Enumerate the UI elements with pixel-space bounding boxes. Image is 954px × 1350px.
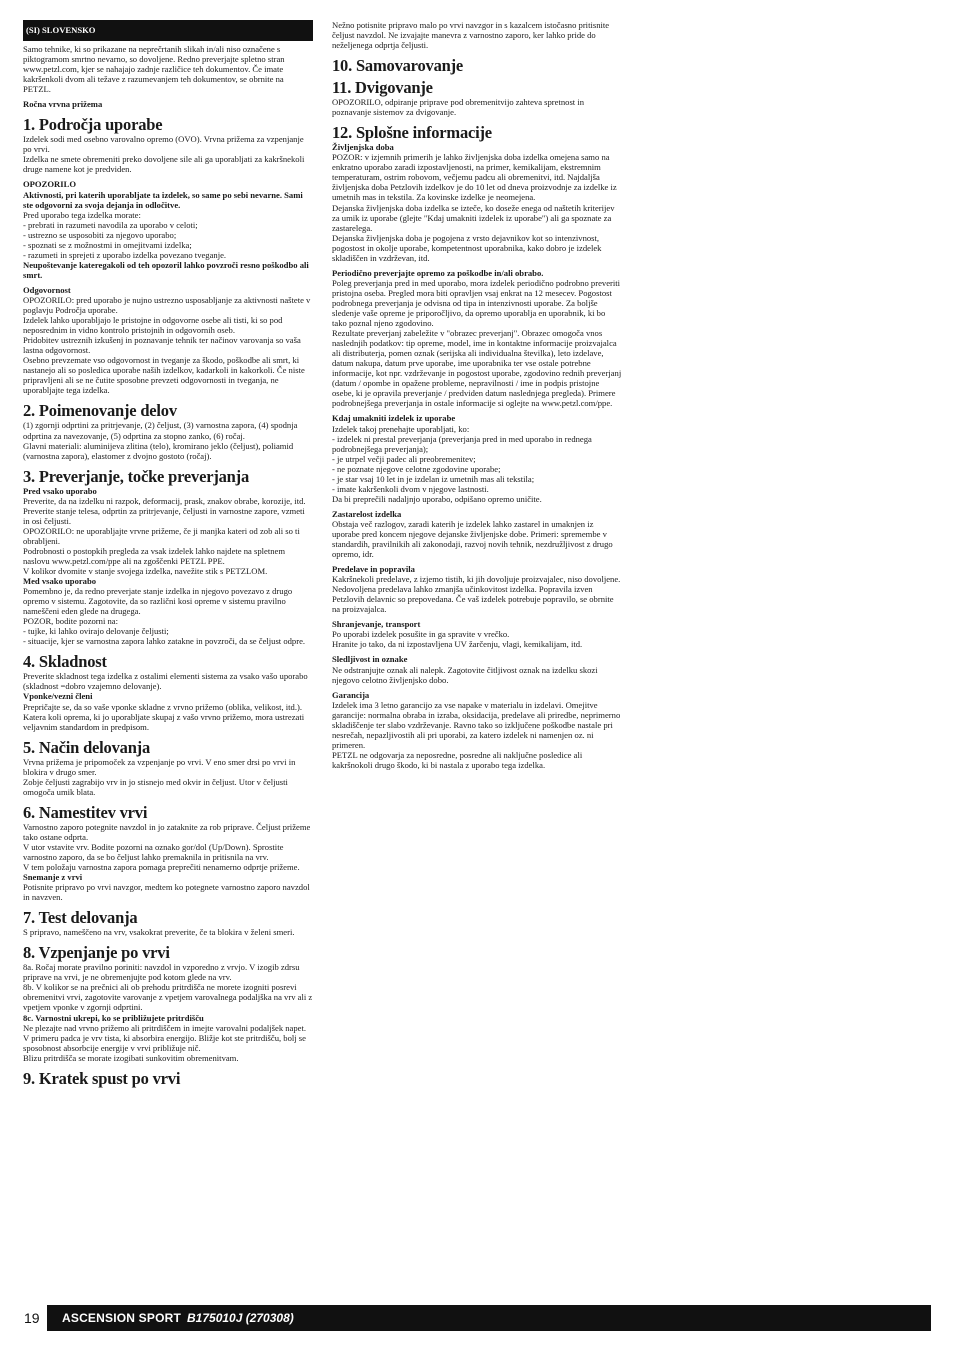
- paragraph: Hranite jo tako, da ni izpostavljena UV žarčenju, vlagi, kemikalijam, itd.: [332, 639, 583, 650]
- subheading: Zastarelost izdelka: [332, 508, 402, 519]
- section-function-test: [23, 909, 313, 937]
- paragraph: Varnostno zaporo potegnite navzdol in jo zataknite za rob priprave. Čeljust prižeme tako ostane odprta.: [23, 821, 311, 842]
- paragraph: Po uporabi izdelek posušite in ga spravite v vrečko.: [332, 629, 510, 640]
- section-hauling: [332, 79, 622, 117]
- list-item: - imate kakršenkoli dvom v njegove lastnosti.: [332, 483, 489, 494]
- section-short-descent: [23, 1070, 313, 1088]
- list-item: - razumeti in sprejeti z uporabo izdelka povezano tveganje.: [23, 249, 227, 260]
- list-item: - spoznati se z možnostmi in omejitvami izdelka;: [23, 239, 192, 250]
- paragraph: V primeru padca je vrv tista, ki absorbira energijo. Bližje kot ste pritrdišču, bolj se sposobnost absorbcije energije v vrvi približuje nič.: [23, 1032, 306, 1053]
- paragraph: POZOR, bodite pozorni na:: [23, 616, 118, 627]
- paragraph: Izdelek lahko uporabljajo le pristojne in odgovorne osebe ali tisti, ki so pod neposrednim in vidno kontrolo pristojnih in odgovornih oseb.: [23, 315, 283, 336]
- paragraph: Obstaja več razlogov, zaradi katerih je izdelek lahko zastarel in umaknjen iz uporabe pred koncem njegove dejanske življenjske dobe. Primeri: spremembe v standardih, pravilnikih ali zakonodaji, razvoj novih tehnik, nezdružljivost z drugo opremo, idr.: [332, 518, 613, 560]
- paragraph: Potisnite pripravo po vrvi navzgor, medtem ko potegnete varnostno zaporo navzdol in navzven.: [23, 882, 310, 903]
- paragraph: Ne odstranjujte oznak ali nalepk. Zagotovite čitljivost oznak na izdelku skozi njegovo celotno življenjsko dobo.: [332, 664, 598, 685]
- paragraph: Izdelka ne smete obremeniti preko dovoljene sile ali ga uporabljati za kakršnekoli druge namene kot je predviden.: [23, 154, 305, 175]
- section-title: 11. Dvigovanje: [332, 78, 433, 98]
- section-title: 4. Skladnost: [23, 652, 107, 672]
- section-title: 9. Kratek spust po vrvi: [23, 1068, 181, 1088]
- paragraph: Pred uporabo tega izdelka morate:: [23, 209, 141, 220]
- section-title: 7. Test delovanja: [23, 908, 138, 928]
- paragraph: Katera koli oprema, ki jo uporabljate skupaj z vašo vrvno prižemo, mora ustrezati veljavnim standardom in predpisom.: [23, 711, 305, 732]
- paragraph: OPOZORILO: pred uporabo je nujno ustrezno usposabljanje za aktivnosti naštete v poglavju Področja uporabe.: [23, 294, 311, 316]
- section-general-info: [332, 124, 622, 770]
- section-applications: [23, 116, 313, 395]
- section-self-belay: [332, 57, 622, 75]
- paragraph: POZOR: v izjemnih primerih je lahko življenjska doba izdelka omejena samo na enkratno uporabo zaradi izpostavljenosti, na primer, kemikalijam, ekstremnim temperaturam, ostrim robovom, večjemu padcu ali obremenitvi, itd. Najdaljša življenjska doba Petzlovih izdelkov je do 10 let od dneva proizvodnje za izdelke iz umetnih mas in tekstila. Za kovinske izdelke je neomejena.: [332, 152, 617, 203]
- product-brand: ASCENSION SPORT: [62, 1311, 182, 1325]
- paragraph: Preverite stanje telesa, odprtin za pritrjevanje, čeljusti in varnostne zapore, vzmeti in osi čeljusti.: [23, 505, 305, 526]
- paragraph: Zobje čeljusti zagrabijo vrv in jo stisnejo med okvir in čeljust. Utor v čeljusti omogoča umik blata.: [23, 776, 288, 797]
- paragraph: Osebno prevzemate vso odgovornost in tveganje za škodo, poškodbe ali smrt, ki nastanejo ali so posledica uporabe naših izdelkov, kadarkoli in kakorkoli. Če niste pripravljeni ali se ne čutite sposobne prevzeti odgovornosti in tveganja, ne uporabljajte tega izdelka.: [23, 355, 305, 396]
- warning-text: Aktivnosti, pri katerih uporabljate ta izdelek, so same po sebi nevarne. Sami ste odgovorni za svoja dejanja in odločitve.: [23, 189, 303, 210]
- section-title: 3. Preverjanje, točke preverjanja: [23, 466, 249, 486]
- intro-text: Samo tehnike, ki so prikazane na neprečrtanih slikah in/ali niso označene s piktogramom smrtno nevarno, so dovoljene. Redno preverjajte spletno stran www.petzl.com, kjer se nahajajo zadnje različice teh dokumentov. Če imate kakršenkoli dvom ali težave z razumevanjem teh dokumentov, se obrnite na PETZL.: [23, 44, 285, 95]
- paragraph: V kolikor dvomite v stanje svojega izdelka, navežite stik s PETZLOM.: [23, 566, 268, 577]
- subheading: Shranjevanje, transport: [332, 619, 421, 630]
- paragraph: Rezultate preverjanj zabeležite v "obrazec preverjanj". Obrazec omogoča vnos naslednjih podatkov: tip opreme, model, ime in kontaktne informacije proizvajalca ali distributerja, pomen oznak (serijska ali individualna številka), leto izdelave, datum nakupa, datum prve uporabe, ime uporabnika ter vse ostale potrebne informacije, kot npr. vzdrževanje in pogostost uporabe, zgodovino rednih preverjanj (datum / opombe in opažene probleme, nepravilnosti / ime in podpis pristojne osebe, ki je opravila preverjanje / predviden datum naslednjega pregleda). Primere podrobnejšega preverjanja in ostale informacije si oglejte na www.petzl.com/ppe.: [332, 328, 622, 409]
- paragraph: Pomembno je, da redno preverjate stanje izdelka in njegovo povezavo z drugo opremo v sistemu. Zagotovite, da so različni kosi opreme v sistemu pravilno nameščeni eden glede na drugega.: [23, 586, 293, 617]
- paragraph: V tem položaju varnostna zapora pomaga preprečiti nenamerno odprtje prižeme.: [23, 862, 300, 873]
- footer-bar: [47, 1305, 931, 1331]
- section-installation: [23, 804, 313, 902]
- subheading: Vponke/vezni členi: [23, 691, 93, 702]
- section-principle: [23, 739, 313, 797]
- section-ascending: [23, 944, 313, 1062]
- paragraph: Preverite skladnost tega izdelka z ostalimi elementi sistema za vsako vašo uporabo (skladnost =dobro vzajemno delovanje).: [23, 671, 308, 692]
- paragraph: PETZL ne odgovarja za neposredne, posredne ali naključne posledice ali kakršnokoli drugo škodo, ki bi nastala z uporabo tega izdelka.: [332, 749, 583, 770]
- right-column: [332, 20, 622, 770]
- paragraph: Izdelek sodi med osebno varovalno opremo (OVO). Vrvna prižema za vzpenjanje po vrvi.: [23, 134, 304, 155]
- paragraph: Izdelek takoj prenehajte uporabljati, ko:: [332, 423, 470, 434]
- page-number: 19: [24, 1310, 40, 1326]
- paragraph: Preverite, da na izdelku ni razpok, deformacij, prask, znakov obrabe, korozije, itd.: [23, 495, 306, 506]
- section-inspection: [23, 468, 313, 647]
- paragraph: Izdelek ima 3 letno garancijo za vse napake v materialu in izdelavi. Omejitve garancije: normalna obraba in izraba, oksidacija, predelave ali priredbe, neprimerno skladiščenje ter slabo vzdrževanje. Ravno tako so izključene poškodbe nastale pri nesrečah, nepazljivostih ali pri uporabi, za katero izdelek ni namenjen oz. ni primeren.: [332, 699, 621, 750]
- paragraph: Nežno potisnite pripravo malo po vrvi navzgor in s kazalcem istočasno pritisnite čeljust navzdol. Ne izvajajte manevra z varnostno zaporo, ker lahko pride do neželjenega odprtja čeljusti.: [332, 20, 610, 51]
- paragraph: OPOZORILO, odpiranje priprave pod obremenitvijo zahteva spretnost in poznavanje sistemov za dvigovanje.: [332, 97, 585, 118]
- paragraph: Kakršnekoli predelave, z izjemo tistih, ki jih dovoljuje proizvajalec, niso dovoljene. Nedovoljena predelava lahko zmanjša učinkovitost izdelka. Popravila izven Petzlovih delavnic so prepovedana. Če vaš izdelek potrebuje popravilo, se obrnite na proizvajalca.: [332, 574, 621, 615]
- paragraph: Dejanska življenjska doba je pogojena z vrsto dejavnikov kot so intenzivnost, pogostost in okolje uporabe, kompetentnost uporabnika, kako dobro je izdelek skladiščen in vzdrževan, itd.: [332, 232, 602, 263]
- subheading: Pred vsako uporabo: [23, 485, 97, 496]
- paragraph: (1) zgornji odprtini za pritrjevanje, (2) čeljust, (3) varnostna zapora, (4) spodnja odprtina za navezovanje, (5) odprtina za stopno zanko, (6) ročaj.: [23, 420, 298, 441]
- section-title: 10. Samovarovanje: [332, 56, 464, 76]
- section-title: 1. Področja uporabe: [23, 115, 163, 135]
- paragraph: Podrobnosti o postopkih pregleda za vsak izdelek lahko najdete na spletnem naslovu www.petzl.com/ppe ali na zgoščenki PETZL PPE.: [23, 545, 286, 566]
- subheading: Med vsako uporabo: [23, 576, 97, 587]
- paragraph: Ne plezajte nad vrvno prižemo ali pritrdiščem in imejte varovalni podaljšek napet.: [23, 1022, 307, 1033]
- subheading: Garancija: [332, 689, 370, 700]
- list-item: - je utrpel večji padec ali preobremenitev;: [332, 453, 476, 464]
- warning-heading: OPOZORILO: [23, 179, 77, 190]
- subheading: Odgovornost: [23, 284, 71, 295]
- section-title: 5. Način delovanja: [23, 737, 151, 757]
- paragraph: 8a. Ročaj morate pravilno poriniti: navzdol in vzporedno z vrvjo. V izogib zdrsu priprave na vrvi, je ne obremenjujte pod kotom glede na vrv.: [23, 962, 300, 983]
- paragraph: Prepričajte se, da so vaše vponke skladne z vrvno prižemo (oblika, velikost, itd.).: [23, 701, 302, 712]
- paragraph: OPOZORILO: ne uporabljajte vrvne prižeme, če ji manjka kateri od zob ali so ti obrabljeni.: [23, 525, 300, 546]
- section-compatibility: [23, 653, 313, 731]
- list-item: - tujke, ki lahko ovirajo delovanje čeljusti;: [23, 626, 169, 637]
- list-item: - situacije, kjer se varnostna zapora lahko zatakne in povzroči, da se čeljust odpre.: [23, 636, 306, 647]
- document-reference: B175010J (270308): [187, 1311, 294, 1325]
- list-item: - ustrezno se usposobiti za njegovo uporabo;: [23, 229, 177, 240]
- section-title: 2. Poimenovanje delov: [23, 401, 177, 421]
- paragraph: Pridobitev ustreznih izkušenj in poznavanje tehnik ter načinov varovanja so vaša lastna odgovornost.: [23, 335, 301, 356]
- list-item: - ne poznate njegove celotne zgodovine uporabe;: [332, 463, 501, 474]
- paragraph: Vrvna prižema je pripomoček za vzpenjanje po vrvi. V eno smer drsi po vrvi in blokira v drugo smer.: [23, 756, 296, 777]
- subheading: Sledljivost in oznake: [332, 654, 408, 665]
- section-title: 6. Namestitev vrvi: [23, 802, 148, 822]
- paragraph: V utor vstavite vrv. Bodite pozorni na oznako gor/dol (Up/Down). Sprostite varnostno zaporo, da se bo čeljust lahko premaknila in pritisnila na vrv.: [23, 841, 284, 862]
- paragraph: Glavni materiali: aluminijeva zlitina (telo), kromirano jeklo (čeljust), poliamid (varnostna zapora), elastomer z dvojno gostoto (ročaj).: [23, 440, 294, 461]
- subheading: 8c. Varnostni ukrepi, ko se približujete pritrdišču: [23, 1012, 204, 1023]
- product-name: Ročna vrvna prižema: [23, 99, 103, 110]
- paragraph: 8b. V kolikor se na prečnici ali ob prehodu pritrdišča ne morete izogniti posrevi obremenitvi vrvi, zagotovite varovanje z vpetjem varovalnega podaljška na vrv ali z vpetjem vponke v zgornji odprtini.: [23, 982, 313, 1013]
- subheading: Življenjska doba: [332, 142, 394, 153]
- section-title: 8. Vzpenjanje po vrvi: [23, 943, 170, 963]
- left-column: [23, 20, 313, 1088]
- paragraph: Poleg preverjanja pred in med uporabo, mora izdelek periodično podrobno preveriti pristojna oseba. Pregled mora biti opravljen vsaj enkrat na 12 mesecev. Pogostost podrobnega preverjanja je odvisna od tipa in intenzivnosti uporabe. Za boljše sledenje vaše opreme je priporočljivo, da opremo uporablja en uporabnik, ki bo tako poznal njeno zgodovino.: [332, 277, 621, 329]
- list-item: - izdelek ni prestal preverjanja (preverjanja pred in med uporabo in rednega podrobnejšega preverjanja);: [332, 433, 592, 454]
- subheading: Kdaj umakniti izdelek iz uporabe: [332, 413, 456, 424]
- subheading: Periodično preverjajte opremo za poškodbe in/ali obrabo.: [332, 267, 544, 278]
- list-item: - je star vsaj 10 let in je izdelan iz umetnih mas ali tekstila;: [332, 473, 535, 484]
- section-nomenclature: [23, 402, 313, 460]
- section-title: 12. Splošne informacije: [332, 123, 492, 143]
- list-item: - prebrati in razumeti navodila za uporabo v celoti;: [23, 219, 198, 230]
- warning-text: Neupoštevanje kateregakoli od teh opozoril lahko povzroči resno poškodbo ali smrt.: [23, 259, 309, 280]
- paragraph: Blizu pritrdišča se morate izogibati sunkovitim obremenitvam.: [23, 1052, 239, 1063]
- paragraph: Dejanska življenjska doba izdelka se izteče, ko doseže enega od naštetih kriterijev za umik iz uporabe (glejte "Kdaj umakniti izdelek iz uporabe") ali ga spoznate za zastarelega.: [332, 202, 615, 233]
- subheading: Predelave in popravila: [332, 564, 415, 575]
- paragraph: S pripravo, nameščeno na vrv, vsakokrat preverite, če ta blokira v želeni smeri.: [23, 927, 295, 938]
- language-header: (SI) SLOVENSKO: [23, 20, 313, 41]
- paragraph: Da bi preprečili nadaljnjo uporabo, odpišano opremo uničite.: [332, 493, 542, 504]
- subheading: Snemanje z vrvi: [23, 872, 83, 883]
